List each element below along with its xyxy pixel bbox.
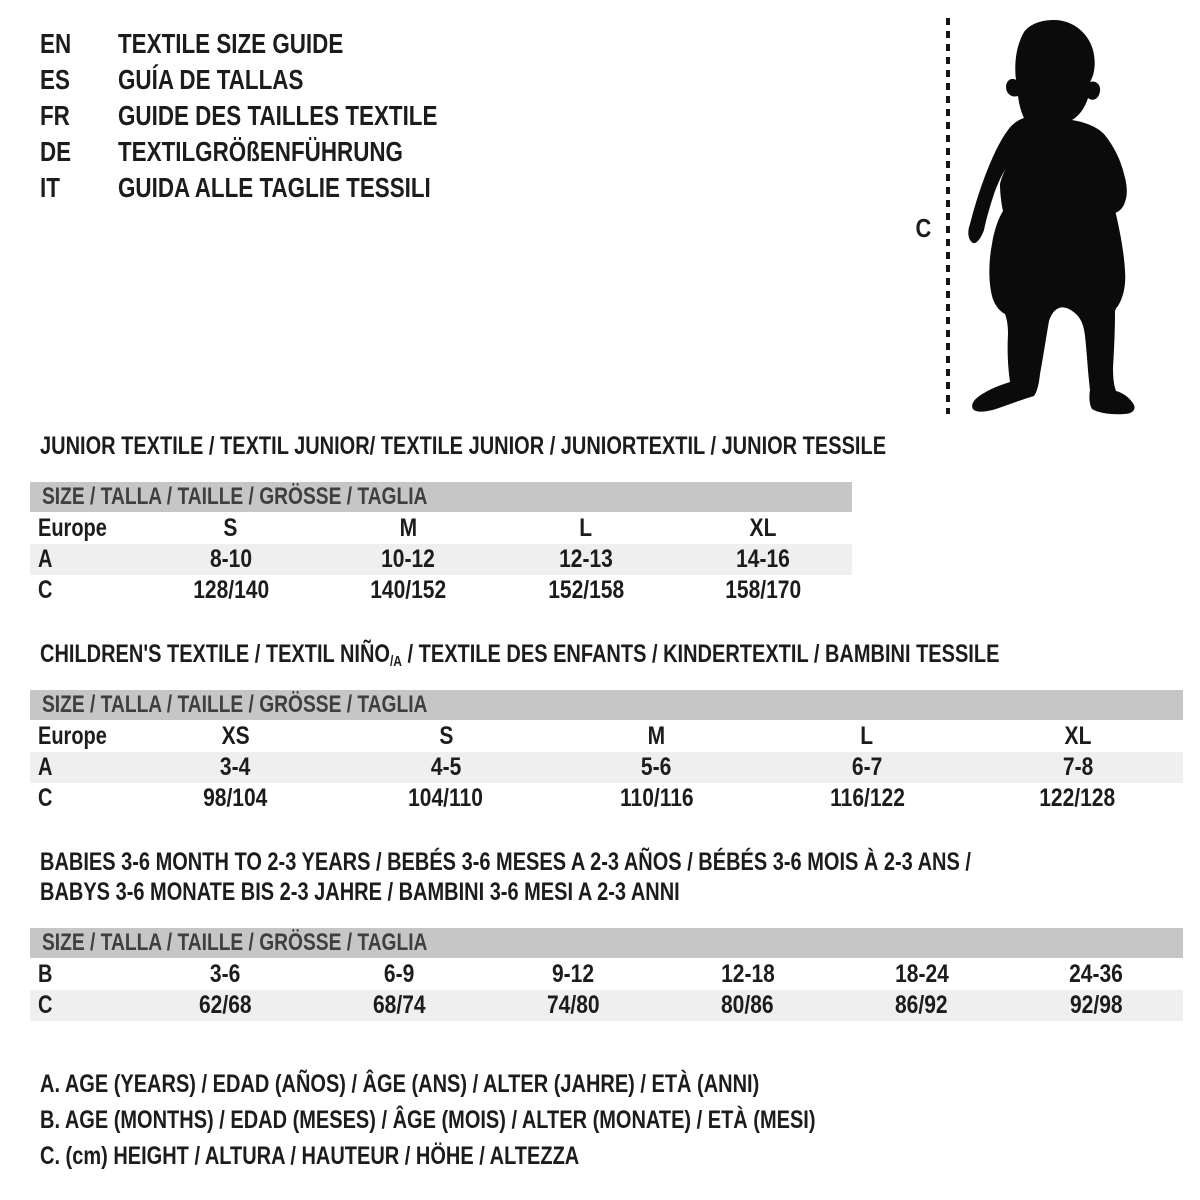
size-value: 74/80 (547, 991, 600, 1019)
size-value: XS (221, 722, 250, 750)
size-value: 12-18 (720, 960, 775, 988)
size-value: 10-12 (381, 545, 436, 573)
language-code: EN (40, 28, 72, 59)
size-value: S (438, 722, 453, 750)
language-row-de (40, 134, 517, 170)
nino-a-subscript: /A (389, 653, 402, 670)
table-row (30, 959, 1183, 990)
row-label: C (38, 991, 53, 1019)
size-value: 8-10 (209, 545, 252, 573)
table-row (30, 513, 852, 544)
babies-section-title-line1: BABIES 3-6 MONTH TO 2-3 YEARS / BEBÉS 3-6 MESES A 2-3 AÑOS / BÉBÉS 3-6 MOIS À 2-3 ANS / (40, 848, 971, 876)
table-row (30, 544, 852, 575)
size-value: 104/110 (408, 784, 484, 812)
children-section-title: CHILDREN'S TEXTILE / TEXTIL NIÑO/A / TEXTILE DES ENFANTS / KINDERTEXTIL / BAMBINI TESSILE (40, 640, 1000, 670)
language-code: ES (40, 64, 70, 95)
row-label: A (38, 753, 53, 781)
language-list (40, 26, 517, 206)
size-value: XL (1064, 722, 1092, 750)
size-value: 92/98 (1069, 991, 1123, 1019)
language-row-en (40, 26, 517, 62)
size-value: 3-4 (220, 753, 251, 781)
language-code: DE (40, 136, 72, 167)
size-value: 68/74 (372, 991, 426, 1019)
row-label: Europe (38, 722, 107, 750)
size-value: 7-8 (1062, 753, 1093, 781)
size-value: 122/128 (1039, 784, 1116, 812)
junior-table (30, 513, 852, 606)
size-value: 140/152 (370, 576, 447, 604)
size-value: 86/92 (895, 991, 949, 1019)
size-value: 5-6 (641, 753, 672, 781)
size-value: 128/140 (192, 576, 269, 604)
size-value: L (579, 514, 593, 542)
babies-section-title-line2: BABYS 3-6 MONATE BIS 2-3 JAHRE / BAMBINI 3-6 MESI A 2-3 ANNI (40, 878, 680, 906)
children-size-header: SIZE / TALLA / TAILLE / GRÖSSE / TAGLIA (30, 690, 1183, 720)
language-title: TEXTILE SIZE GUIDE (118, 28, 344, 59)
row-label: C (38, 784, 53, 812)
babies-table (30, 959, 1183, 1021)
legend (40, 1066, 1009, 1174)
size-value: 9-12 (552, 960, 595, 988)
size-value: 4-5 (430, 753, 462, 781)
size-value: 80/86 (721, 991, 774, 1019)
language-row-fr (40, 98, 517, 134)
language-title: GUÍA DE TALLAS (118, 64, 304, 95)
language-title: GUIDA ALLE TAGLIE TESSILI (118, 172, 431, 203)
height-measure-line (946, 18, 950, 414)
children-table (30, 721, 1183, 814)
legend-line-a: A. AGE (YEARS) / EDAD (AÑOS) / ÂGE (ANS) / ALTER (JAHRE) / ETÀ (ANNI) (40, 1070, 760, 1098)
size-value: S (223, 514, 238, 542)
language-row-es (40, 62, 517, 98)
size-value: 62/68 (198, 991, 252, 1019)
size-value: XL (749, 514, 777, 542)
size-value: L (860, 722, 874, 750)
row-label: C (38, 576, 53, 604)
table-row (30, 990, 1183, 1021)
table-row (30, 752, 1183, 783)
row-label: B (38, 960, 53, 988)
table-row (30, 575, 852, 606)
size-value: 98/104 (203, 784, 268, 812)
babies-size-header: SIZE / TALLA / TAILLE / GRÖSSE / TAGLIA (30, 928, 1183, 958)
size-value: 18-24 (894, 960, 949, 988)
language-title: TEXTILGRÖßENFÜHRUNG (118, 136, 403, 167)
legend-line-b: B. AGE (MONTHS) / EDAD (MESES) / ÂGE (MOIS) / ALTER (MONATE) / ETÀ (MESI) (40, 1106, 816, 1134)
toddler-silhouette-icon (966, 16, 1138, 418)
table-row (30, 783, 1183, 814)
size-value: 3-6 (209, 960, 241, 988)
size-value: 6-9 (384, 960, 415, 988)
size-value: 24-36 (1069, 960, 1123, 988)
legend-line-c: C. (cm) HEIGHT / ALTURA / HAUTEUR / HÖHE / ALTEZZA (40, 1142, 580, 1170)
size-value: M (647, 722, 666, 750)
row-label: Europe (38, 514, 107, 542)
language-code: FR (40, 100, 70, 131)
size-value: 6-7 (851, 753, 883, 781)
row-label: A (38, 545, 53, 573)
language-row-it (40, 170, 517, 206)
junior-section-title: JUNIOR TEXTILE / TEXTIL JUNIOR/ TEXTILE JUNIOR / JUNIORTEXTIL / JUNIOR TESSILE (40, 432, 887, 460)
size-value: 12-13 (558, 545, 613, 573)
language-title: GUIDE DES TAILLES TEXTILE (118, 100, 438, 131)
size-value: 152/158 (547, 576, 624, 604)
size-value: 116/122 (829, 784, 905, 812)
height-measure-label: C (915, 213, 931, 243)
size-value: 110/116 (619, 784, 694, 812)
language-code: IT (40, 172, 60, 203)
junior-size-header: SIZE / TALLA / TAILLE / GRÖSSE / TAGLIA (30, 482, 852, 512)
size-value: 14-16 (736, 545, 791, 573)
table-row (30, 721, 1183, 752)
size-value: 158/170 (725, 576, 802, 604)
size-value: M (399, 514, 417, 542)
